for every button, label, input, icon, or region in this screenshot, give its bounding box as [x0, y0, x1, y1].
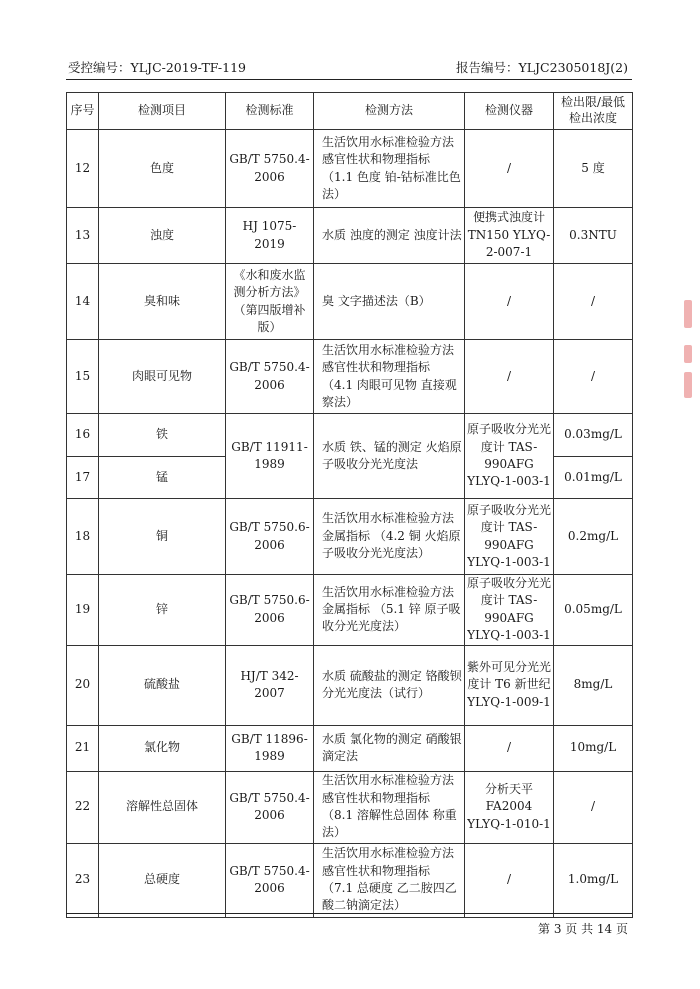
cell-no: 20 — [67, 645, 99, 725]
table-row — [67, 208, 633, 264]
cell-item: 铜 — [99, 499, 226, 575]
cell-limit: 0.3NTU — [554, 208, 633, 264]
cell-no: 13 — [67, 208, 99, 264]
cell-no: 14 — [67, 264, 99, 340]
cell-item: 锌 — [99, 575, 226, 646]
seal-mark — [684, 300, 692, 328]
cell-item: 肉眼可见物 — [99, 340, 226, 414]
cell-instrument: 紫外可见分光光度计 T6 新世纪 YLYQ-1-009-1 — [465, 645, 554, 725]
cell-standard: GB/T 5750.4-2006 — [226, 130, 314, 208]
cell-no: 19 — [67, 575, 99, 646]
table-row — [67, 340, 633, 414]
cell-method: 生活饮用水标准检验方法 感官性状和物理指标 （8.1 溶解性总固体 称重法） — [314, 771, 465, 843]
cell-method: 臭 文字描述法（B） — [314, 264, 465, 340]
test-items-table — [66, 92, 633, 918]
cell-item: 总硬度 — [99, 843, 226, 917]
cell-instrument: 原子吸收分光光度计 TAS-990AFG YLYQ-1-003-1 — [465, 414, 554, 499]
column-header-limit: 检出限/最低检出浓度 — [554, 93, 633, 130]
cell-method: 水质 氯化物的测定 硝酸银滴定法 — [314, 725, 465, 771]
cell-method: 生活饮用水标准检验方法 金属指标 （5.1 锌 原子吸收分光光度法） — [314, 575, 465, 646]
cell-instrument: / — [465, 340, 554, 414]
cell-standard: GB/T 5750.6-2006 — [226, 499, 314, 575]
cell-instrument: / — [465, 130, 554, 208]
cell-item: 硫酸盐 — [99, 645, 226, 725]
cell-limit: 0.2mg/L — [554, 499, 633, 575]
cell-item: 溶解性总固体 — [99, 771, 226, 843]
cell-no: 12 — [67, 130, 99, 208]
cell-item: 铁 — [99, 414, 226, 457]
seal-mark — [684, 372, 692, 398]
cell-limit: 5 度 — [554, 130, 633, 208]
seal-mark — [684, 345, 692, 363]
table-row — [67, 575, 633, 646]
cell-instrument: 便携式浊度计 TN150 YLYQ-2-007-1 — [465, 208, 554, 264]
cell-method: 水质 浊度的测定 浊度计法 — [314, 208, 465, 264]
column-header-item: 检测项目 — [99, 93, 226, 130]
cell-no: 17 — [67, 457, 99, 499]
table-row — [67, 499, 633, 575]
column-header-no: 序号 — [67, 93, 99, 130]
cell-method: 生活饮用水标准检验方法 感官性状和物理指标 （7.1 总硬度 乙二胺四乙酸二钠滴定法） — [314, 843, 465, 917]
table-row — [67, 264, 633, 340]
header-divider — [66, 79, 632, 80]
footer-divider — [66, 913, 632, 914]
cell-limit: / — [554, 264, 633, 340]
cell-instrument: 分析天平 FA2004 YLYQ-1-010-1 — [465, 771, 554, 843]
cell-instrument: 原子吸收分光光度计 TAS-990AFG YLYQ-1-003-1 — [465, 499, 554, 575]
cell-limit: 0.05mg/L — [554, 575, 633, 646]
cell-limit: 0.03mg/L — [554, 414, 633, 457]
cell-standard: HJ/T 342-2007 — [226, 645, 314, 725]
cell-no: 18 — [67, 499, 99, 575]
cell-instrument: / — [465, 725, 554, 771]
cell-standard: GB/T 11896-1989 — [226, 725, 314, 771]
cell-instrument: 原子吸收分光光度计 TAS-990AFG YLYQ-1-003-1 — [465, 575, 554, 646]
cell-standard: GB/T 5750.4-2006 — [226, 340, 314, 414]
cell-item: 浊度 — [99, 208, 226, 264]
control-number: 受控编号：YLJC-2019-TF-119 — [68, 60, 246, 75]
report-number: 报告编号：YLJC2305018J(2) — [455, 60, 628, 75]
cell-no: 21 — [67, 725, 99, 771]
cell-standard: HJ 1075-2019 — [226, 208, 314, 264]
column-header-method: 检测方法 — [314, 93, 465, 130]
cell-standard: 《水和废水监测分析方法》（第四版增补版） — [226, 264, 314, 340]
cell-method: 生活饮用水标准检验方法 感官性状和物理指标 （1.1 色度 铂-钴标准比色法） — [314, 130, 465, 208]
cell-limit: / — [554, 340, 633, 414]
cell-method: 生活饮用水标准检验方法 金属指标 （4.2 铜 火焰原子吸收分光光度法） — [314, 499, 465, 575]
cell-limit: 10mg/L — [554, 725, 633, 771]
cell-item: 色度 — [99, 130, 226, 208]
cell-no: 15 — [67, 340, 99, 414]
cell-item: 臭和味 — [99, 264, 226, 340]
cell-item: 氯化物 — [99, 725, 226, 771]
cell-standard: GB/T 5750.4-2006 — [226, 843, 314, 917]
cell-item: 锰 — [99, 457, 226, 499]
cell-no: 16 — [67, 414, 99, 457]
column-header-instrument: 检测仪器 — [465, 93, 554, 130]
cell-method: 水质 硫酸盐的测定 铬酸钡分光光度法（试行） — [314, 645, 465, 725]
cell-limit: 1.0mg/L — [554, 843, 633, 917]
cell-standard: GB/T 5750.4-2006 — [226, 771, 314, 843]
cell-method: 生活饮用水标准检验方法 感官性状和物理指标 （4.1 肉眼可见物 直接观察法） — [314, 340, 465, 414]
page-number: 第 3 页 共 14 页 — [538, 922, 628, 936]
column-header-standard: 检测标准 — [226, 93, 314, 130]
cell-instrument: / — [465, 843, 554, 917]
table-row — [67, 414, 633, 457]
table-row — [67, 843, 633, 917]
cell-no: 23 — [67, 843, 99, 917]
table-row — [67, 130, 633, 208]
table-row — [67, 725, 633, 771]
cell-method: 水质 铁、锰的测定 火焰原子吸收分光光度法 — [314, 414, 465, 499]
cell-limit: 0.01mg/L — [554, 457, 633, 499]
cell-instrument: / — [465, 264, 554, 340]
cell-limit: 8mg/L — [554, 645, 633, 725]
cell-no: 22 — [67, 771, 99, 843]
table-header-row — [67, 93, 633, 130]
cell-standard: GB/T 11911-1989 — [226, 414, 314, 499]
cell-limit: / — [554, 771, 633, 843]
table-row — [67, 771, 633, 843]
table-row — [67, 645, 633, 725]
cell-standard: GB/T 5750.6-2006 — [226, 575, 314, 646]
